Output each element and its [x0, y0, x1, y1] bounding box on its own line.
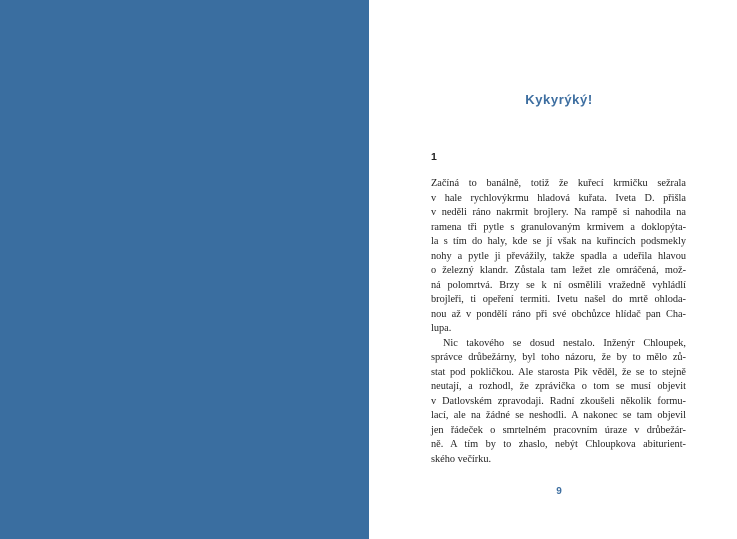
body-text: [431, 177, 686, 467]
text-line: nohy a pytle ji převážily, takže spadla a udeřila hlavou: [431, 250, 686, 262]
right-page: [369, 0, 737, 539]
text-line: la s tím do haly, kde se jí však na kuřincích podsmekly: [431, 236, 686, 247]
text-line: brojleři, ti opeření termiti. Ivetu našel do mrtě ohloda-: [431, 294, 686, 305]
text-line: nou až v pondělí ráno při své obchůzce hlídač pan Cha-: [431, 308, 686, 320]
text-line: v neděli ráno nakrmit brojlery. Na rampě si nahodila na: [431, 207, 686, 218]
text-line: o železný klandr. Zůstala tam ležet zle omráčená, mož-: [431, 265, 686, 276]
text-line: neutají, a rozhodl, že zprávička o tom se musí objevit: [431, 381, 686, 392]
section-number: 1: [431, 151, 437, 163]
text-line: ramena tři pytle s granulovaným krmivem a doklopýta-: [431, 221, 686, 233]
text-line: správce drůbežárny, byl toho názoru, že by to mělo zů-: [431, 352, 686, 363]
text-line: ně. A tím by to zhaslo, nebýt Chloupkova abiturient-: [431, 439, 686, 450]
text-line: Začíná to banálně, totiž že kuřecí krmičku sežrala: [431, 178, 686, 189]
text-line: v Datlovském zpravodaji. Radní zkoušeli několik formu-: [431, 395, 686, 407]
text-line: lupa.: [431, 323, 452, 334]
text-line: lací, ale na žádné se neshodli. A nakonec se tam objevil: [431, 410, 686, 421]
text-line: jen řádeček o smrtelném pracovním úraze v drůbežár-: [431, 424, 686, 436]
page-number: 9: [556, 486, 562, 497]
text-line: ského večírku.: [431, 453, 492, 465]
text-line: stat pod pokličkou. Ale starosta Pik věděl, že se to stejně: [431, 366, 686, 378]
text-line: Nic takového se dosud nestalo. Inženýr Chloupek,: [443, 337, 686, 349]
chapter-title: Kykyrýký!: [525, 92, 593, 107]
text-line: ná polomrtvá. Brzy se k ní osmělili vražedně vyhládlí: [431, 279, 686, 291]
text-line: v hale rychlovýkrmu hladová kuřata. Iveta D. přišla: [431, 192, 686, 204]
